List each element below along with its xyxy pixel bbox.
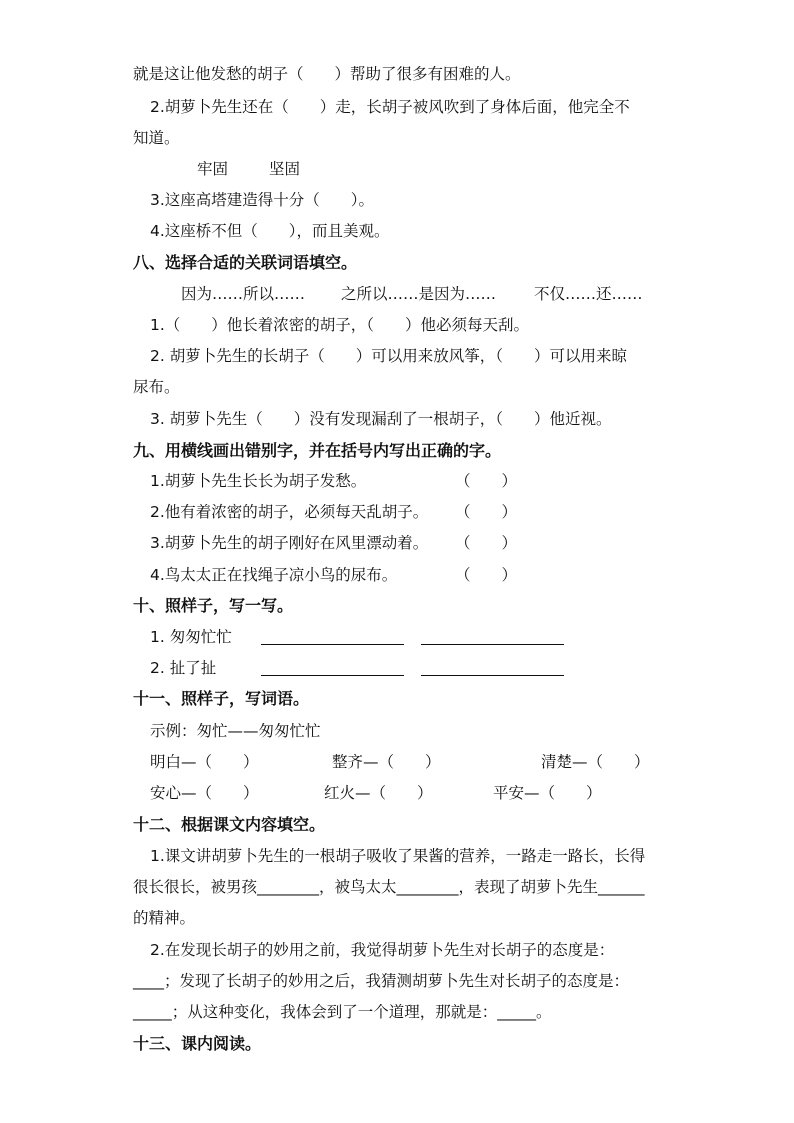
s7-question-3: 3.这座高塔建造得十分（ ）。 [150, 191, 375, 209]
s10-answer-line[interactable] [261, 675, 404, 676]
s8-question-2: 2. 胡萝卜先生的长胡子（ ）可以用来放风筝，（ ）可以用来晾 [150, 347, 627, 365]
s11-word-3: 清楚—（ ） [541, 753, 650, 771]
s7-word-option-2: 坚固 [269, 160, 301, 178]
s7-question-2-cont: 知道。 [133, 129, 180, 147]
s7-question-4: 4.这座桥不但（ ），而且美观。 [150, 222, 390, 240]
s8-question-2-cont: 尿布。 [133, 378, 180, 396]
s12-question-2: 2.在发现长胡子的妙用之前，我觉得胡萝卜先生对长胡子的态度是： [150, 941, 615, 959]
s11-word-2: 整齐—（ ） [332, 753, 441, 771]
s9-question-3: 3.胡萝卜先生的胡子刚好在风里漂动着。 [150, 534, 429, 552]
s7-word-option-1: 牢固 [197, 160, 229, 178]
s12-question-1-end: 的精神。 [133, 909, 196, 927]
s8-question-3: 3. 胡萝卜先生（ ）没有发现漏刮了一根胡子，（ ）他近视。 [150, 410, 612, 428]
s10-question-1: 1. 匆匆忙忙 [150, 628, 232, 646]
s7-line-1: 就是这让他发愁的胡子（ ）帮助了很多有困难的人。 [133, 65, 521, 83]
s12-question-2-end: _____；从这种变化，我体会到了一个道理，那就是：_____。 [133, 1003, 552, 1021]
section-11-title: 十一、照样子，写词语。 [133, 689, 310, 708]
section-10-title: 十、照样子，写一写。 [133, 596, 294, 615]
section-12-title: 十二、根据课文内容填空。 [133, 815, 326, 834]
s12-question-1-cont: 很长很长，被男孩________，被鸟太太________，表现了胡萝卜先生______ [133, 878, 645, 896]
section-13-title: 十三、课内阅读。 [133, 1034, 262, 1053]
s9-answer-paren-1[interactable]: （ ） [455, 472, 518, 490]
s9-answer-paren-4[interactable]: （ ） [455, 566, 518, 584]
s8-option-3: 不仅……还…… [534, 285, 643, 303]
s11-word-4: 安心—（ ） [150, 784, 259, 802]
s7-question-2: 2.胡萝卜先生还在（ ）走，长胡子被风吹到了身体后面，他完全不 [150, 98, 630, 116]
s12-question-2-cont: ____；发现了长胡子的妙用之后，我猜测胡萝卜先生对长胡子的态度是： [133, 972, 630, 990]
s11-word-1: 明白—（ ） [150, 753, 259, 771]
s11-word-6: 平安—（ ） [493, 784, 602, 802]
s10-question-2: 2. 扯了扯 [150, 659, 217, 677]
s12-question-1: 1.课文讲胡萝卜先生的一根胡子吸收了果酱的营养，一路走一路长，长得 [150, 847, 646, 865]
s9-question-1: 1.胡萝卜先生长长为胡子发愁。 [150, 472, 367, 490]
s9-question-4: 4.鸟太太正在找绳子凉小鸟的尿布。 [150, 566, 398, 584]
s8-option-1: 因为……所以…… [181, 285, 306, 303]
s8-option-2: 之所以……是因为…… [341, 285, 497, 303]
s10-answer-line[interactable] [421, 644, 564, 645]
section-9-title: 九、用横线画出错别字，并在括号内写出正确的字。 [133, 441, 502, 460]
s11-example: 示例：匆忙——匆匆忙忙 [150, 722, 321, 740]
s10-answer-line[interactable] [261, 644, 404, 645]
section-8-title: 八、选择合适的关联词语填空。 [133, 253, 358, 272]
s8-question-1: 1.（ ）他长着浓密的胡子，（ ）他必须每天刮。 [150, 316, 530, 334]
s9-question-2: 2.他有着浓密的胡子，必须每天乱胡子。 [150, 503, 429, 521]
s10-answer-line[interactable] [421, 675, 564, 676]
s9-answer-paren-3[interactable]: （ ） [455, 534, 518, 552]
s9-answer-paren-2[interactable]: （ ） [455, 503, 518, 521]
s11-word-5: 红火—（ ） [324, 784, 433, 802]
